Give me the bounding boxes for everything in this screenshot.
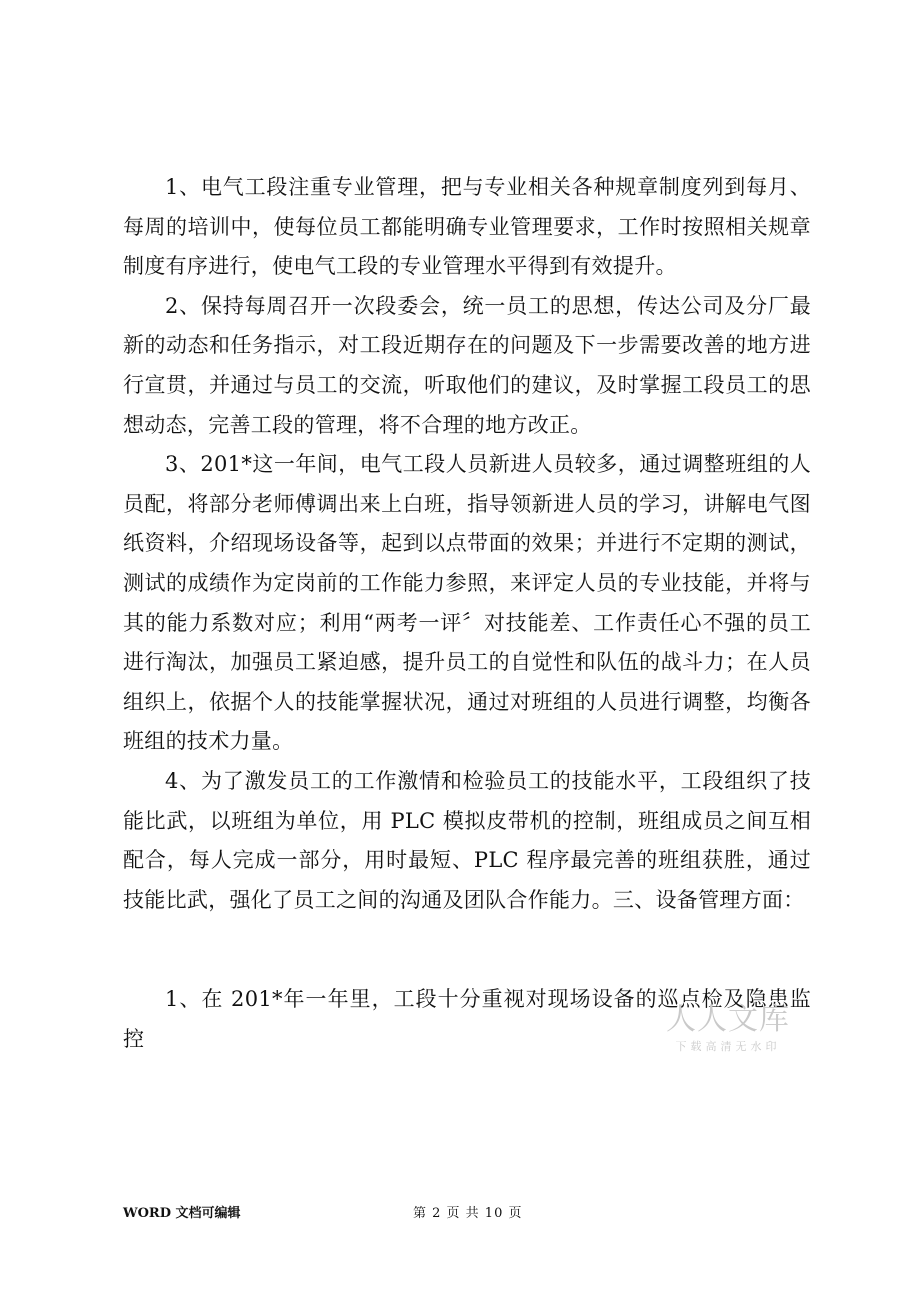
paragraph-2: 2、保持每周召开一次段委会，统一员工的思想，传达公司及分厂最新的动态和任务指示，对工段近期存在的问题及下一步需要改善的地方进行宣贯，并通过与员工的交流，听取他们的建议，及时掌握工段员工的思想动态，完善工段的管理，将不合理的地方改正。 [123,293,811,437]
footer-page-number: 第 2 页 共 10 页 [413,1206,523,1221]
paragraph-4: 4、为了激发员工的工作激情和检验员工的技能水平，工段组织了技能比武，以班组为单位，用 PLC 模拟皮带机的控制，班组成员之间互相配合，每人完成一部分，用时最短、PLC 程序最完善的班组获胜，通过技能比武，强化了员工之间的沟通及团队合作能力。三、设备管理方面： [123,768,811,912]
paragraph-1: 1、电气工段注重专业管理，把与专业相关各种规章制度列到每月、每周的培训中，使每位员工都能明确专业管理要求，工作时按照相关规章制度有序进行，使电气工段的专业管理水平得到有效提升。 [123,175,811,279]
footer-editable-note: WORD 文档可编辑 [123,1206,241,1221]
watermark-title: 人人文库 [666,1002,790,1037]
paragraph-5: 1、在 201*年一年里，工段十分重视对现场设备的巡点检及隐患监控 [123,987,811,1051]
page-body [123,168,811,1059]
section-gap [123,920,811,980]
page-footer [123,1202,811,1222]
paragraph-3: 3、201*这一年间，电气工段人员新进人员较多，通过调整班组的人员配，将部分老师傅调出来上白班，指导领新进人员的学习，讲解电气图纸资料，介绍现场设备等，起到以点带面的效果；并进行不定期的测试，测试的成绩作为定岗前的工作能力参照，来评定人员的专业技能，并将与其的能力系数对应；利用“两考一评〞对技能差、工作责任心不强的员工进行淘汰，加强员工紧迫感，提升员工的自觉性和队伍的战斗力；在人员组织上，依据个人的技能掌握状况，通过对班组的人员进行调整，均衡各班组的技术力量。 [123,452,811,754]
watermark-subtitle: 下载高清无水印 [675,1040,781,1053]
watermark-logo [648,1000,808,1054]
